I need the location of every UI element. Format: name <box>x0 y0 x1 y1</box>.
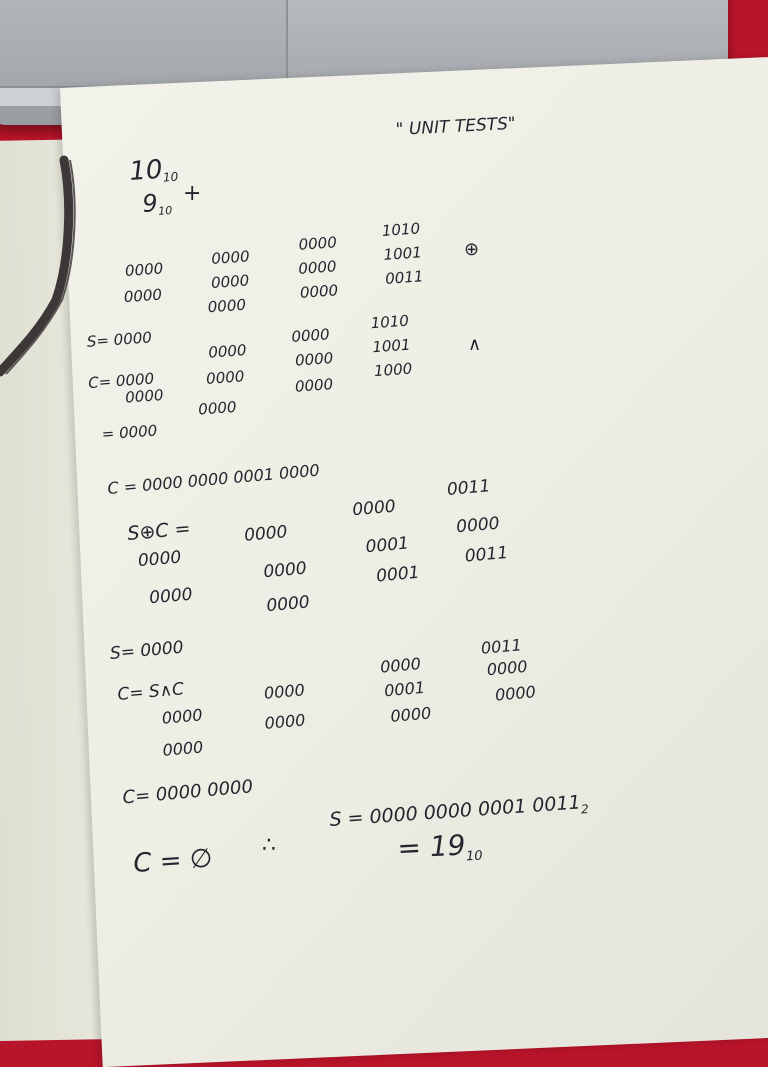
b4-r2-c1: 0000 <box>161 737 205 760</box>
plus-sign: + <box>183 181 202 206</box>
b4-result: C= 0000 0000 <box>121 776 254 809</box>
b4-r2-c4: 0000 <box>486 656 529 680</box>
b3-r2-c4: 0000 <box>455 513 501 538</box>
b1-r1-c4: 1010 <box>381 219 421 240</box>
final-c: C = ∅ <box>132 843 214 879</box>
b1-r2-c1: 0000 <box>123 285 163 307</box>
b2-r3-c3: 0000 <box>294 375 334 396</box>
b2-r3-c1: = 0000 <box>101 421 158 444</box>
heading: " UNIT TESTS" <box>395 113 517 140</box>
b2-r2-c1: 0000 <box>124 385 165 407</box>
b2-r2-c2: 0000 <box>205 367 245 388</box>
b2-r3-c4: 1000 <box>373 359 413 381</box>
b1-r3-c3: 0000 <box>299 281 339 302</box>
b4-r1-c3: 0000 <box>379 654 422 677</box>
b1-r1-c1: 0000 <box>124 259 164 280</box>
b4-r1-c4: 0011 <box>480 635 523 658</box>
final-value: = $19_{10}$ <box>396 828 483 865</box>
b1-r2-c3: 0000 <box>297 257 338 278</box>
b3-r1-c4: 0011 <box>446 476 492 500</box>
b1-result: S= 0000 <box>86 328 153 351</box>
b1-r1-c3: 0000 <box>298 233 338 254</box>
block-and-2 <box>112 634 543 808</box>
b1-r1-c2: 0000 <box>210 247 251 268</box>
b3-r2-c1: 0000 <box>148 584 194 609</box>
b3-r3-c2: 0000 <box>265 592 311 617</box>
b3-r3-c3: 0001 <box>375 562 421 587</box>
b2-r2-c3: 0000 <box>294 349 334 370</box>
c-s-and-c-label: C= S∧C <box>116 679 185 705</box>
b3-r1-c3: 0000 <box>351 496 397 521</box>
b4-r2-c3: 0001 <box>383 677 426 701</box>
b1-r2-c2: 0000 <box>210 271 250 293</box>
b1-r3-c2: 0000 <box>207 295 247 317</box>
therefore-symbol: ∴ <box>262 833 276 858</box>
final-s: S = 0000 0000 0001 $0011_2$ <box>328 791 590 831</box>
b4-r1-c2: 0000 <box>263 680 306 703</box>
b4-r1-c1: 0000 <box>161 705 204 728</box>
b2-r2-c4: 1001 <box>371 335 412 357</box>
b2-r1-c1: C= 0000 <box>87 369 155 393</box>
b2-r1-c3: 0000 <box>290 325 331 346</box>
carry-line: C = 0000 0000 0001 0000 <box>106 460 321 498</box>
b3-r2-c3: 0001 <box>364 533 410 558</box>
b4-r2-c2: 0000 <box>263 710 307 733</box>
b2-r1-c2: 0000 <box>207 341 248 362</box>
b3-r1-c2: 0000 <box>243 522 289 546</box>
block-xor-2 <box>98 475 515 664</box>
b2-r3-c2: 0000 <box>197 397 238 419</box>
b4-r3-c4: 0000 <box>494 682 537 705</box>
s-xor-c-label: S⊕C = <box>126 517 192 545</box>
operand-a: 1010 <box>128 154 179 187</box>
b3-r1-c1: 0000 <box>137 547 183 572</box>
b3-r2-c2: 0000 <box>262 558 308 583</box>
operand-b: 910 <box>141 188 173 218</box>
b1-r3-c4: 0011 <box>384 267 424 288</box>
b1-r2-c4: 1001 <box>382 243 423 264</box>
b3-r3-c4: 0011 <box>464 542 509 567</box>
b4-r3-c3: 0000 <box>389 703 432 726</box>
xor-symbol: ⊕ <box>464 239 480 260</box>
b2-r1-c4: 1010 <box>370 311 410 333</box>
and-symbol: ∧ <box>468 334 482 355</box>
b3-result: S= 0000 <box>109 637 185 664</box>
